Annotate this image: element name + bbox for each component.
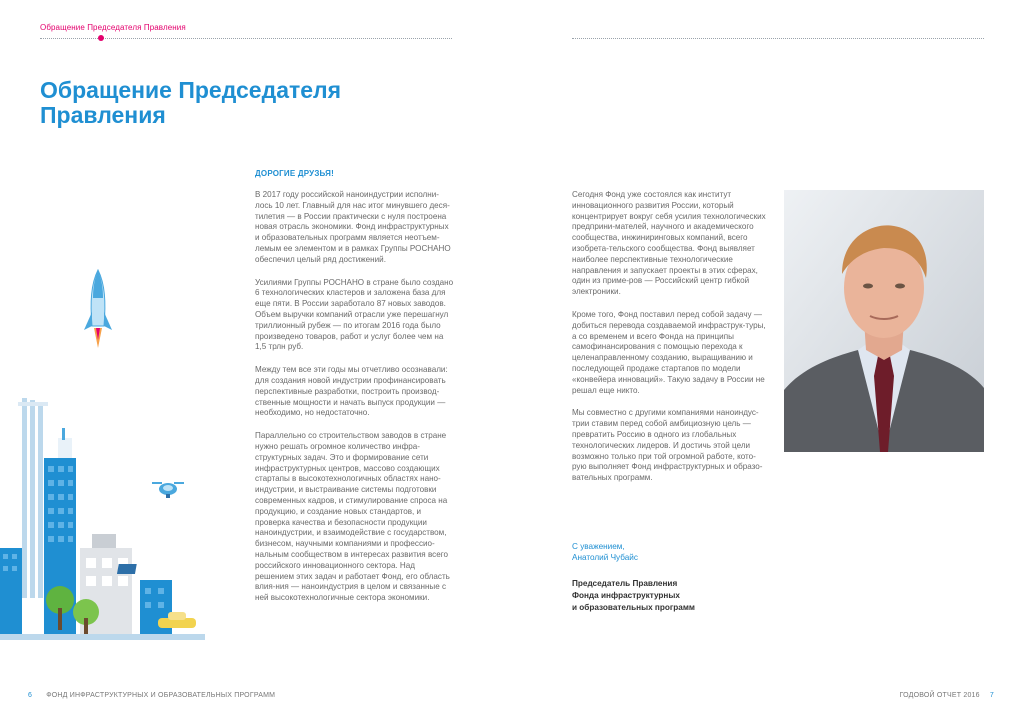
page-title: Обращение Председателя Правления: [40, 77, 342, 128]
header-divider-right: [572, 38, 984, 39]
page-number-left: 6: [28, 692, 33, 699]
portrait-illustration: [784, 190, 984, 452]
signatory-position: Председатель Правления Фонда инфраструктурных и образовательных программ: [572, 579, 695, 612]
right-text-column: [572, 190, 768, 496]
footer-left: [28, 692, 275, 699]
paragraph: Между тем все эти годы мы отчетливо осознавали: для создания новой индустрии профинансировать перспективные разработки, построить производ-ственные мощности и начать выпуск продукции — необходимо, но недостаточно.: [255, 365, 448, 418]
footer-org-name: ФОНД ИНФРАСТРУКТУРНЫХ И ОБРАЗОВАТЕЛЬНЫХ ПРОГРАММ: [46, 692, 276, 699]
footer-report-title: ГОДОВОЙ ОТЧЕТ 2016: [899, 692, 980, 699]
paragraph: Сегодня Фонд уже состоялся как институт инновационного развития России, который концентрирует вокруг себя усилия технологических предприни-мателей, научного и академического сообщества, инжиниринговых компаний, всего изобрета-тельского сообщества. Фонд выявляет наиболее перспективные технологические направления и запускает проекты в этих сферах, один из приме-ров — Российский центр гибкой электроники.: [572, 190, 766, 297]
left-text-column: [255, 190, 455, 616]
breadcrumb: Обращение Председателя Правления: [40, 23, 186, 32]
city-illustration: [0, 398, 205, 650]
paragraph: В 2017 году российской наноиндустрии исполни-лось 10 лет. Главный для нас итог минувшего деся-тилетия — в России практически с нуля построена новая отрасль экономики. Фонд инфраструктурных и образовательных программ является неотъем-лемым ее элементом и в рамках Группы РОСНАНО обеспечил целый ряд достижений.: [255, 190, 451, 264]
paragraph: Усилиями Группы РОСНАНО в стране было создано 6 технологических кластеров и заложена база для еще пяти. В России заработало 87 новых заводов. Объем выручки компаний отрасли уже перешагнул триллионный рубеж — по итогам 2016 года было произведено товаров, работ и услуг более чем на 1,5 трлн руб.: [255, 277, 454, 352]
footer-right: [900, 692, 994, 699]
paragraph: Мы совместно с другими компаниями наноиндус-трии ставим перед собой амбициозную цель — превратить Россию в одного из глобальных технологических лидеров. И достичь этой цели возможно только при той огромной работе, кото-рую выполняет Фонд инфраструктурных и образо-вательных программ.: [572, 408, 763, 483]
chairman-portrait: [784, 190, 984, 452]
paragraph: Параллельно со строительством заводов в стране нужно решать огромное количество инфра-структурных задач. Это и формирование сети инфраструктурных центров, массово создающих стартапы в высокотехнологичных областях нано-индустрии, и выстраивание системы подготовки современных кадров, и стимулирование спроса на продукцию, и создание новых стандартов, и проверка качества и безопасности продукции наноиндустрии, и взаимодействие с государством, бизнесом, научными компаниями и профессио-нальным сообществом в интересах развития всего российского инновационного сектора. Над решением этих задач и работает Фонд, его область влия-ния — наноиндустрия в целом и связанные с ней высокотехнологичные сектора экономики.: [255, 431, 450, 603]
greeting: ДОРОГИЕ ДРУЗЬЯ!: [255, 169, 334, 178]
page-number-right: 7: [989, 692, 994, 699]
rocket-illustration: [78, 268, 118, 358]
paragraph: Кроме того, Фонд поставил перед собой задачу — добиться перевода создаваемой инфраструк-туры, а со временем и всего Фонда на принципы самофинансирования с помощью перехода к целенаправленному созданию, выращиванию и последующей продаже стартапов по модели «конвейера инноваций». Такую задачу в России не решал еще никто.: [572, 309, 766, 395]
signature: С уважением, Анатолий Чубайс: [572, 542, 638, 562]
breadcrumb-marker: [98, 35, 104, 41]
